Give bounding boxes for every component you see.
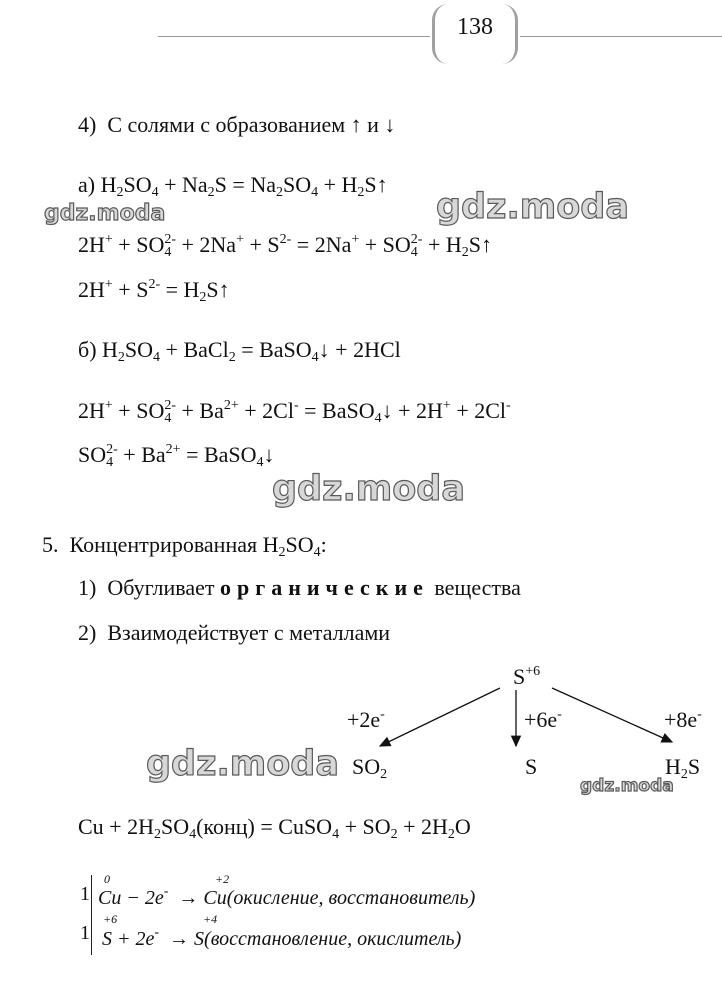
ox-cu-after: +2 [215, 872, 230, 886]
s5-item-2: 2) Взаимодействует с металлами [78, 620, 391, 645]
s4a-molecular-equation: а) $H_2SO_4 + Na_2S = Na_2SO_4$ + $H_2S↑$ [78, 172, 388, 200]
watermark-3: gdz.moda [272, 469, 465, 509]
s5-item-1: 1) Обугливает органические вещества [78, 575, 521, 600]
s4b-ionic-short: $SO_4^{2-} + Ba^{2+}$ = BaSO$_4$↓ [78, 442, 275, 470]
balance-divider [91, 875, 92, 955]
s5-heading: 5. Концентрированная $H_2SO_4$: [42, 532, 327, 560]
scheme-mid-label: +6e- [524, 707, 562, 732]
balance-row-1: Cu − 2e- → Cu(окисление, восстановитель) [98, 884, 476, 909]
page-number: 138 [457, 14, 493, 40]
scheme-right-label: +8e- [664, 707, 702, 732]
balance-coef-1: 1 [80, 883, 90, 905]
watermark-5: gdz.moda [580, 776, 674, 796]
watermark-2: gdz.moda [436, 187, 629, 227]
ox-s-before: +6 [103, 912, 118, 926]
watermark-1: gdz.moda [44, 201, 166, 226]
s4b-molecular-equation: б) $H_2SO_4$ + BaCl$_2$ = BaSO$_4$↓ + 2HCl [78, 337, 401, 365]
ox-s-after: +4 [203, 912, 218, 926]
arrow-to-h2s [552, 688, 672, 742]
ox-cu-before: 0 [104, 872, 110, 886]
scheme-left-label: +2e- [347, 707, 385, 732]
scheme-product-so2: $SO_2$ [352, 754, 388, 782]
reaction-equation: $Cu + 2H_2SO_4(конц)$ = CuSO$_4$ + $SO_2 + 2H_2O$ [78, 814, 471, 842]
balance-row-2: S + 2e- → S(восстановление, окислитель) [102, 925, 462, 950]
watermark-4: gdz.moda [146, 744, 339, 784]
arrow-to-so2 [380, 688, 500, 746]
scheme-product-s: S [525, 754, 538, 779]
s4-heading: 4) С солями с образованием ↑ и ↓ [78, 112, 396, 137]
scheme-root: $S^{+6}$ [513, 664, 541, 689]
s4a-ionic-short: $2H^+ + S^{2-}$ = $H_2S↑$ [78, 277, 230, 305]
scheme-product-h2s: $H_2S$ [665, 754, 701, 782]
s4b-ionic-full: $2H^+ + SO_4^{2-} + Ba^{2+} + 2Cl^-$ = BaSO$_4$↓ + 2H+ + 2Cl- [78, 398, 511, 426]
balance-coef-2: 1 [80, 922, 90, 944]
s4a-ionic-full: $2H^+ + SO_4^{2-} + 2Na^+ + S^{2-} = 2Na^+ + SO_4^{2-}$ + $H_2S↑$ [78, 232, 493, 260]
